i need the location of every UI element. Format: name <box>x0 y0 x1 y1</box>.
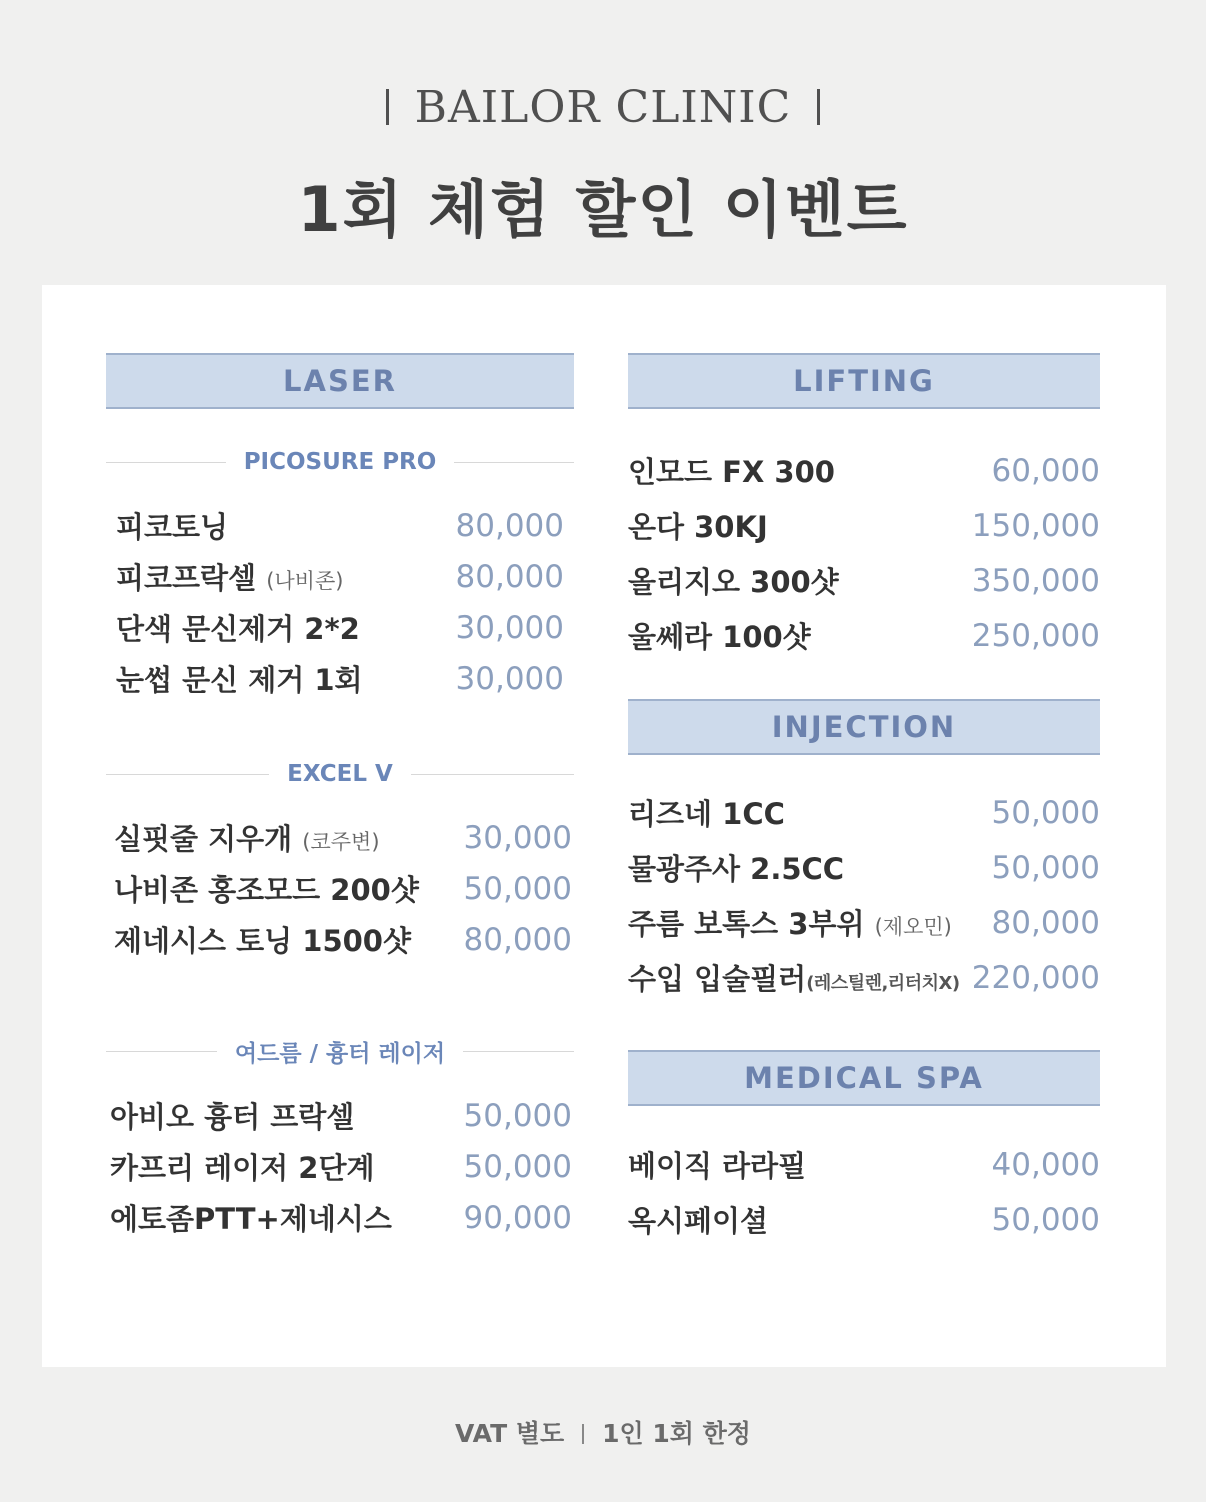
item-price: 30,000 <box>463 819 572 856</box>
item-price: 50,000 <box>991 849 1100 886</box>
footer-vat: VAT 별도 <box>455 1419 565 1448</box>
item-name: 피코토닝 <box>116 510 229 544</box>
item-name: 단색 문신제거 2*2 <box>116 612 360 646</box>
brand-divider-right <box>817 89 820 125</box>
section-title: EXCEL V <box>287 761 393 787</box>
section-list-picosure <box>106 500 574 704</box>
divider-line <box>106 774 269 775</box>
item-price: 80,000 <box>463 921 572 958</box>
item-price: 50,000 <box>991 794 1100 831</box>
list-item <box>110 1141 572 1192</box>
category-list-medical-spa <box>628 1137 1100 1247</box>
brand-title <box>0 82 1206 133</box>
list-item <box>628 1137 1100 1192</box>
brand-name: BAILOR CLINIC <box>414 82 792 133</box>
category-header-injection: INJECTION <box>628 699 1100 755</box>
item-name: 인모드 FX 300 <box>628 455 835 489</box>
item-name: 실핏줄 지우개 (코주변) <box>114 822 380 856</box>
item-name: 눈썹 문신 제거 1회 <box>116 663 363 697</box>
list-item <box>116 500 564 551</box>
item-price: 90,000 <box>463 1199 572 1236</box>
brand-divider-left <box>386 89 389 125</box>
list-item <box>628 840 1100 895</box>
page-title: 1회 체험 할인 이벤트 <box>297 173 909 246</box>
item-name: 주름 보톡스 3부위 (제오민) <box>628 907 952 941</box>
category-list-injection <box>628 785 1100 1005</box>
list-item <box>110 1192 572 1243</box>
section-list-acne <box>106 1090 574 1243</box>
section-title: PICOSURE PRO <box>243 449 437 475</box>
item-name: 리즈네 1CC <box>628 797 785 831</box>
item-price: 150,000 <box>971 507 1100 544</box>
item-name: 물광주사 2.5CC <box>628 852 845 886</box>
item-name: 온다 30KJ <box>628 510 768 544</box>
category-header-medical-spa: MEDICAL SPA <box>628 1050 1100 1106</box>
item-price: 50,000 <box>463 1097 572 1134</box>
item-name: 제네시스 토닝 1500샷 <box>114 924 412 958</box>
section-header-excel-v <box>106 759 574 789</box>
right-column <box>628 353 1100 1253</box>
category-list-lifting <box>628 443 1100 663</box>
list-item <box>628 895 1100 950</box>
price-card <box>42 285 1166 1367</box>
item-name: 수입 입술필러(레스틸렌,리터치X) <box>628 962 960 996</box>
item-price: 50,000 <box>463 1148 572 1185</box>
footer-notice <box>0 1414 1206 1450</box>
footer-limit: 1인 1회 한정 <box>602 1419 751 1448</box>
list-item <box>628 443 1100 498</box>
list-item <box>114 914 572 965</box>
item-price: 30,000 <box>455 609 564 646</box>
divider-line <box>411 774 574 775</box>
list-item <box>114 812 572 863</box>
list-item <box>628 1192 1100 1247</box>
list-item <box>110 1090 572 1141</box>
section-header-picosure <box>106 447 574 477</box>
item-price: 50,000 <box>991 1201 1100 1238</box>
item-price: 40,000 <box>991 1146 1100 1183</box>
item-price: 80,000 <box>455 558 564 595</box>
section-title: 여드름 / 흉터 레이저 <box>234 1040 446 1067</box>
category-header-laser: LASER <box>106 353 574 409</box>
item-price: 220,000 <box>971 959 1100 996</box>
list-item <box>628 785 1100 840</box>
list-item <box>114 863 572 914</box>
divider-line <box>463 1051 574 1052</box>
footer-divider <box>582 1424 584 1444</box>
item-price: 60,000 <box>991 452 1100 489</box>
item-name: 아비오 흉터 프락셀 <box>110 1100 355 1134</box>
section-header-acne <box>106 1036 574 1066</box>
list-item <box>628 498 1100 553</box>
item-name: 피코프락셀 (나비존) <box>116 561 344 595</box>
item-name: 카프리 레이저 2단계 <box>110 1151 375 1185</box>
item-price: 80,000 <box>455 507 564 544</box>
list-item <box>116 602 564 653</box>
item-name: 울쎄라 100샷 <box>628 620 811 654</box>
item-price: 50,000 <box>463 870 572 907</box>
list-item <box>628 950 1100 1005</box>
list-item <box>628 553 1100 608</box>
section-list-excel-v <box>106 812 574 965</box>
list-item <box>628 608 1100 663</box>
item-name: 옥시페이셜 <box>628 1204 769 1238</box>
item-price: 80,000 <box>991 904 1100 941</box>
left-column <box>106 353 574 1253</box>
divider-line <box>106 1051 217 1052</box>
item-name: 올리지오 300샷 <box>628 565 839 599</box>
divider-line <box>454 462 574 463</box>
item-price: 250,000 <box>971 617 1100 654</box>
list-item <box>116 551 564 602</box>
category-header-lifting: LIFTING <box>628 353 1100 409</box>
list-item <box>116 653 564 704</box>
item-price: 350,000 <box>971 562 1100 599</box>
item-price: 30,000 <box>455 660 564 697</box>
item-name: 에토좀PTT+제네시스 <box>110 1202 392 1236</box>
item-name: 베이직 라라필 <box>628 1149 807 1183</box>
item-name: 나비존 홍조모드 200샷 <box>114 873 419 907</box>
divider-line <box>106 462 226 463</box>
